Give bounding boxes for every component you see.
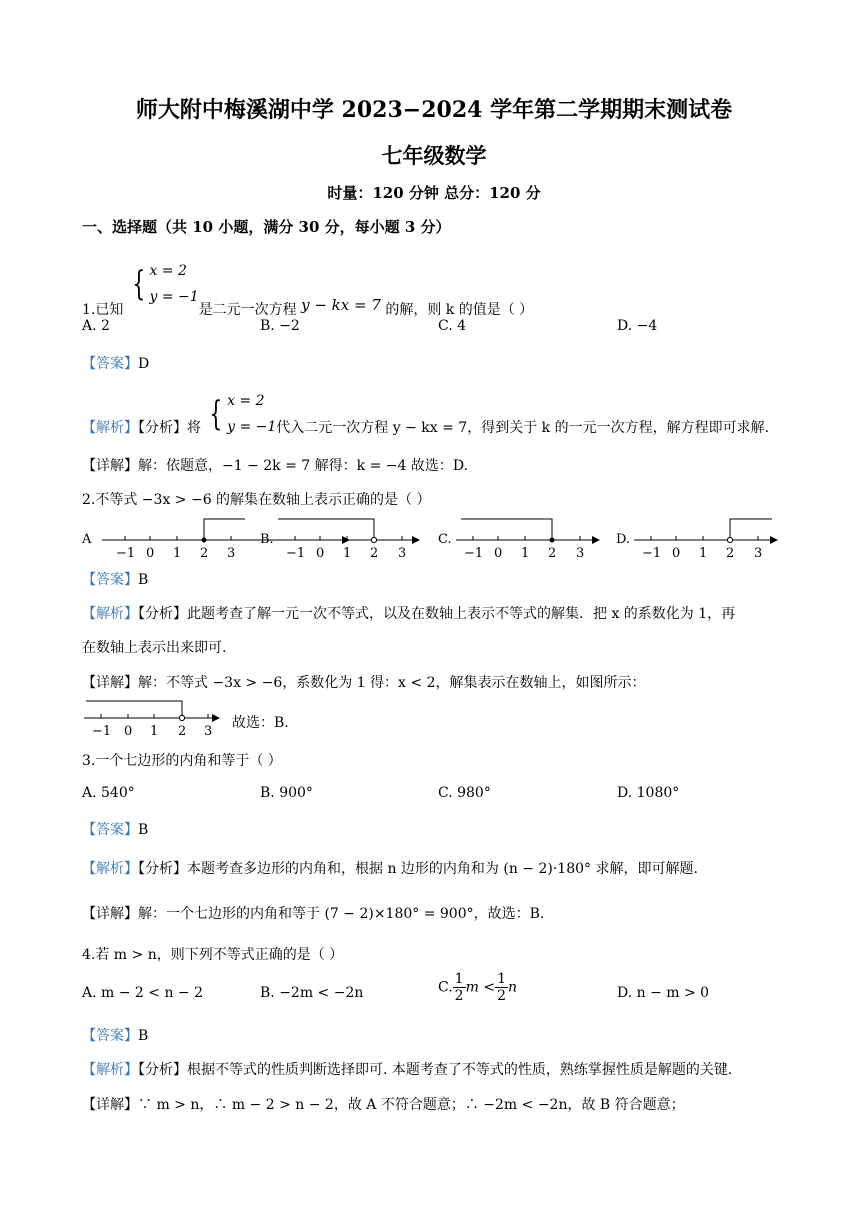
q1-system-bottom: y = −1 (149, 289, 199, 305)
q4-option-c-fraction-2 (495, 971, 508, 1004)
q4-c-num-1: 1 (454, 971, 464, 987)
q3-answer-value: B (138, 822, 149, 838)
q4-answer-value: B (138, 1028, 149, 1044)
q1-system-brace: { (132, 264, 146, 304)
q1-equation: y − kx = 7 (301, 296, 381, 314)
fenxi-label: 【分析】 (138, 861, 187, 877)
q2-a-tick-4: 2 (200, 546, 209, 561)
q2-analysis-line2: 在数轴上表示出来即可. (82, 640, 227, 656)
question-3-stem: 3.一个七边形的内角和等于（ ） (82, 753, 282, 769)
q1-analysis-brace: { (209, 394, 223, 434)
q2-d-tick-2: 0 (672, 546, 681, 561)
analysis-label: 【解析】 (82, 606, 138, 622)
q1-analysis-system-bottom: y = −1 (227, 419, 277, 435)
analysis-label: 【解析】 (82, 861, 138, 877)
q3-option-d: D. 1080° (617, 785, 680, 801)
q1-option-a: A. 2 (82, 318, 110, 334)
q4-option-c-end: n (507, 979, 518, 996)
q4-answer (82, 1025, 148, 1045)
q2-sol-tick-4: 2 (178, 724, 187, 738)
q1-answer (82, 353, 149, 373)
q1-system (149, 258, 198, 310)
answer-label: 【答案】 (82, 572, 138, 588)
q4-option-b: B. −2m < −2n (260, 985, 364, 1001)
q4-option-c-fraction-1 (453, 971, 466, 1004)
q1-system-top: x = 2 (149, 263, 187, 279)
q2-a-tick-1: −1 (116, 546, 136, 561)
question-2-stem: 2.不等式 −3x > −6 的解集在数轴上表示正确的是（ ） (82, 492, 431, 508)
answer-label: 【答案】 (82, 356, 138, 372)
q2-answer (82, 569, 148, 589)
q2-number-lines (80, 512, 790, 564)
q2-b-tick-2: 0 (316, 546, 325, 561)
q2-c-tick-3: 1 (521, 546, 530, 561)
q3-answer (82, 819, 148, 839)
q2-option-c-label: C. (438, 532, 452, 547)
fenxi-label: 【分析】 (138, 606, 187, 622)
section-heading: 一、选择题（共 10 小题，满分 30 分，每小题 3 分） (82, 218, 451, 236)
q2-sol-tick-2: 0 (124, 724, 133, 738)
q2-analysis-line1: 此题考查了解一元一次不等式，以及在数轴上表示不等式的解集．把 x 的系数化为 1，再 (187, 606, 736, 622)
q2-option-d-label: D. (616, 532, 631, 547)
q4-option-c (438, 971, 517, 1004)
detail-label: 【详解】 (82, 458, 138, 474)
fenxi-label: 【分析】 (138, 1062, 187, 1078)
q2-a-tick-3: 1 (173, 546, 182, 561)
analysis-label: 【解析】 (82, 420, 138, 436)
q2-c-tick-2: 0 (494, 546, 503, 561)
q2-sol-tick-5: 3 (204, 724, 213, 738)
q3-option-c: C. 980° (438, 785, 491, 801)
q2-d-tick-4: 2 (726, 546, 735, 561)
q2-b-tick-4: 2 (370, 546, 379, 561)
q2-c-tick-5: 3 (576, 546, 585, 561)
exam-title: 师大附中梅溪湖中学 2023−2024 学年第二学期期末测试卷 (135, 97, 733, 123)
q3-option-b: B. 900° (260, 785, 313, 801)
q2-analysis (82, 603, 735, 623)
q2-c-tick-4: 2 (548, 546, 557, 561)
q2-number-line-c (456, 519, 600, 561)
q1-option-b: B. −2 (260, 318, 300, 334)
q2-sol-tick-3: 1 (150, 724, 159, 738)
q2-answer-value: B (138, 572, 149, 588)
q2-sol-tick-1: −1 (92, 724, 112, 738)
q2-solution-number-line (84, 694, 234, 738)
q2-number-line-d (634, 519, 778, 561)
q1-stem-mid: 是二元一次方程 (198, 302, 297, 318)
q2-a-tick-5: 3 (227, 546, 236, 561)
q2-b-tick-1: −1 (286, 546, 306, 561)
question-4-stem: 4.若 m > n，则下列不等式正确的是（ ） (82, 947, 344, 963)
exam-meta: 时量：120 分钟 总分：120 分 (327, 184, 541, 202)
q1-analysis-pre: 将 (187, 420, 201, 436)
q4-c-den-1: 2 (454, 988, 464, 1004)
q4-option-d: D. n − m > 0 (617, 985, 710, 1001)
q2-number-line-b (278, 519, 420, 561)
q4-detail (82, 1094, 685, 1114)
q2-option-a-label: A (82, 532, 92, 547)
exam-subtitle: 七年级数学 (381, 143, 487, 168)
q3-detail (82, 903, 544, 923)
q2-option-b-label: B. (260, 532, 274, 547)
q1-detail-text: 解：依题意，−1 − 2k = 7 解得：k = −4 故选：D. (138, 458, 469, 474)
q2-detail-end: 故选：B. (232, 715, 289, 731)
q1-analysis-system-top: x = 2 (227, 393, 265, 409)
detail-label: 【详解】 (82, 1097, 138, 1113)
q1-option-c: C. 4 (438, 318, 467, 334)
q1-analysis-system (227, 388, 276, 440)
q2-detail (82, 672, 646, 692)
q1-stem-end: 的解，则 k 的值是（ ） (385, 302, 534, 318)
q2-c-tick-1: −1 (464, 546, 484, 561)
q1-analysis-post: 代入二元一次方程 y − kx = 7，得到关于 k 的一元一次方程，解方程即可求解. (276, 420, 770, 436)
q4-option-c-prefix: C. (438, 979, 453, 996)
q4-option-a: A. m − 2 < n − 2 (82, 985, 204, 1001)
question-1 (82, 250, 534, 318)
q4-c-num-2: 1 (497, 971, 506, 987)
fenxi-label: 【分析】 (138, 420, 187, 436)
q2-b-tick-5: 3 (398, 546, 407, 561)
q2-b-tick-3: 1 (343, 546, 352, 561)
q3-analysis (82, 858, 698, 878)
q2-d-tick-1: −1 (642, 546, 662, 561)
q4-analysis (82, 1059, 732, 1079)
q3-analysis-text: 本题考查多边形的内角和，根据 n 边形的内角和为 (n − 2)·180° 求解，即可解题. (187, 861, 698, 877)
q4-option-c-mid: m < (465, 979, 496, 996)
answer-label: 【答案】 (82, 822, 138, 838)
q2-d-tick-3: 1 (699, 546, 708, 561)
q3-option-a: A. 540° (82, 785, 135, 801)
q4-analysis-text: 根据不等式的性质判断选择即可. 本题考查了不等式的性质，熟练掌握性质是解题的关键. (187, 1062, 733, 1078)
q4-c-den-2: 2 (497, 988, 506, 1004)
detail-label: 【详解】 (82, 675, 138, 691)
q1-answer-value: D (138, 356, 150, 372)
detail-label: 【详解】 (82, 906, 138, 922)
q2-detail-text: 解：不等式 −3x > −6，系数化为 1 得：x < 2，解集表示在数轴上，如图所示： (138, 675, 646, 691)
q1-option-d: D. −4 (617, 318, 658, 334)
analysis-label: 【解析】 (82, 1062, 138, 1078)
q4-detail-text: ∵ m > n，∴ m − 2 > n − 2，故 A 不符合题意；∴ −2m < −2n，故 B 符合题意； (138, 1097, 685, 1113)
q2-d-tick-5: 3 (754, 546, 763, 561)
q1-analysis (82, 388, 769, 440)
q2-a-tick-2: 0 (146, 546, 155, 561)
answer-label: 【答案】 (82, 1028, 138, 1044)
q1-prefix: 1.已知 (82, 302, 124, 318)
q1-detail (82, 455, 468, 475)
q3-detail-text: 解：一个七边形的内角和等于 (7 − 2)×180° = 900°，故选：B. (138, 906, 545, 922)
